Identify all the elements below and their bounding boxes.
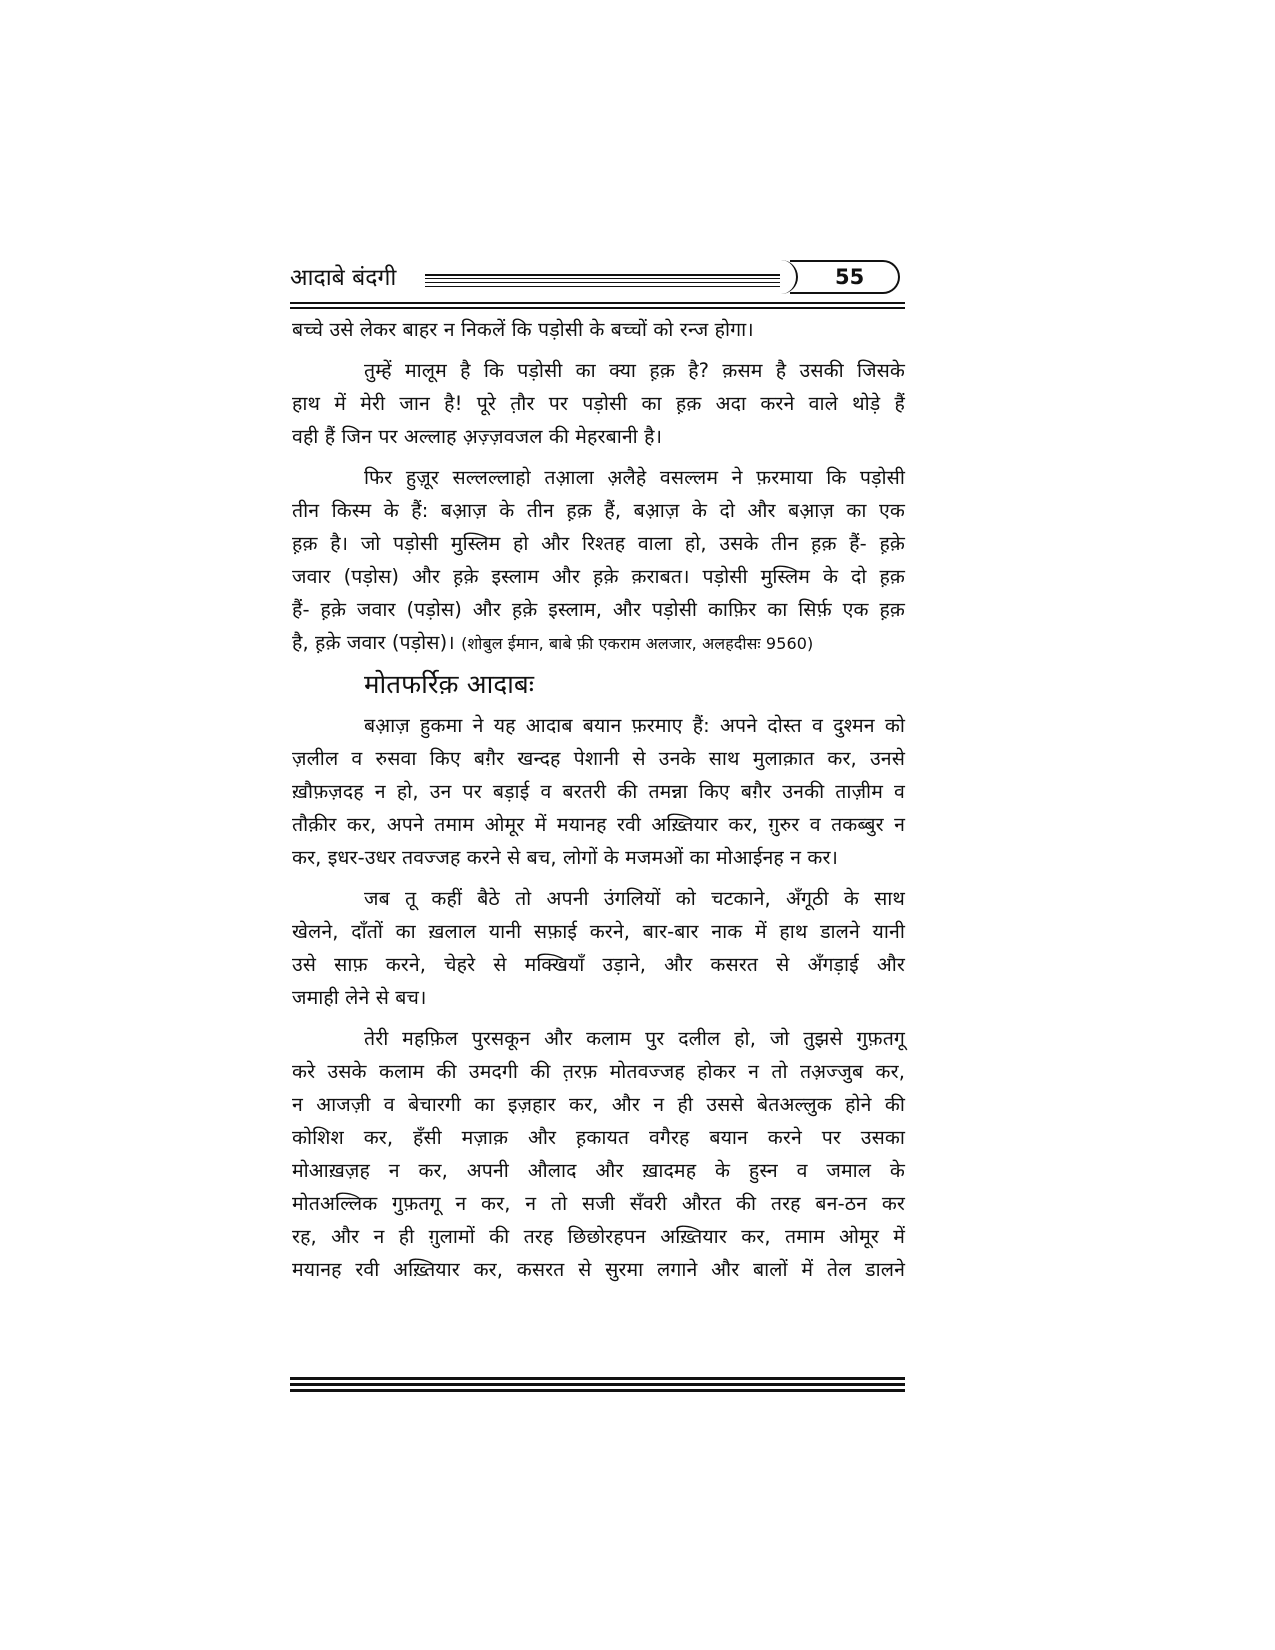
text-line: ह़क़ है। जो पड़ोसी मुस्लिम हो और रिश्तह वाला हो, उसके तीन ह़क़ हैं- ह़क़े [292,532,905,555]
paragraph [292,709,905,874]
text-line: बच्चे उसे लेकर बाहर न निकलें कि पड़ोसी के बच्चों को रन्ज होगा। [292,318,754,341]
text-line: तेरी महफ़िल पुरसकून और कलाम पुर दलील हो, जो तुझसे गुफ़तगू [364,1027,905,1050]
text-line-end: है, ह़क़े जवार (पड़ोस)। [292,631,455,654]
running-title: आदाबे बंदगी [290,265,397,291]
text-line: खेलने, दाँतों का ख़लाल यानी सफ़ाई करने, बार-बार नाक में हाथ डालने यानी [292,920,905,943]
citation: (शोबुल ईमान, बाबे फ़ी एकराम अलजार, अलहदीसः 9560) [461,634,814,653]
text-line: तुम्हें मालूम है कि पड़ोसी का क्या ह़क़ है? क़सम है उसकी जिसके [364,359,905,382]
text-line: उसे साफ़ करने, चेहरे से मक्खियाँ उड़ाने, और कसरत से अँगड़ाई और [292,953,905,976]
text-line: वही हैं जिन पर अल्लाह अ़ज़्ज़वजल की मेहरबानी है। [292,425,663,448]
text-line [292,626,905,659]
text-line: जब तू कहीं बैठे तो अपनी उंगलियों को चटकाने, अँगूठी के साथ [364,887,905,910]
paragraph [292,313,905,346]
paragraph [292,1022,905,1286]
text-line: हैं- ह़क़े जवार (पड़ोस) और ह़क़े इस्लाम, और पड़ोसी काफ़िर का सिर्फ़ एक ह़क़ [292,598,905,621]
page-number: 55 [835,265,865,289]
text-line: मोआख़ज़ह न कर, अपनी औलाद और ख़ादमह के हुस्न व जमाल के [292,1159,905,1182]
text-line: तौक़ीर कर, अपने तमाम ओमूर में मयानह रवी अख़्तियार कर, ग़ुरुर व तकब्बुर न [292,813,905,836]
text-line: तीन किस्म के हैं: बआ़ज़ के तीन ह़क़ हैं, बआ़ज़ के दो और बआ़ज़ का एक [292,499,905,522]
paragraph [292,882,905,1014]
text-line: मोतअल्लिक गुफ़तगू न कर, न तो सजी सँवरी औरत की तरह बन-ठन कर [292,1192,905,1215]
text-line: करे उसके कलाम की उमदगी की त़रफ़ मोतवज्जह होकर न तो तअ़ज्जुब कर, [292,1060,905,1083]
text-line: कोशिश कर, हँसी मज़ाक़ और ह़कायत वगैरह बयान करने पर उसका [292,1126,905,1149]
text-line: जमाही लेने से बच। [292,986,427,1009]
footer-rule [290,1377,905,1395]
text-line: हाथ में मेरी जान है! पूरे त़ौर पर पड़ोसी का ह़क़ अदा करने वाले थोड़े हैं [292,392,905,415]
paragraph [292,354,905,453]
text-line: न आजज़ी व बेचारगी का इज़हार कर, और न ही उससे बेतअल्लुक होने की [292,1093,905,1116]
paragraph [292,461,905,659]
text-line: रह, और न ही ग़ुलामों की तरह छिछोरहपन अख़्तियार कर, तमाम ओमूर में [292,1225,905,1248]
header-rule [290,302,905,312]
running-header [290,262,905,310]
text-line: बआ़ज़ हुकमा ने यह आदाब बयान फ़रमाए हैं: अपने दोस्त व दुश्मन को [364,714,905,737]
text-line: ख़ौफ़ज़दह न हो, उन पर बड़ाई व बरतरी की तमन्ना किए बग़ैर उनकी ताज़ीम व [292,780,905,803]
section-heading: मोतफर्रिक़ आदाबः [364,670,534,700]
header-decorative-lines [425,274,780,290]
body-text [292,313,905,1286]
text-line: जवार (पड़ोस) और ह़क़े इस्लाम और ह़क़े क़राबत। पड़ोसी मुस्लिम के दो ह़क़ [292,565,905,588]
text-line: ज़लील व रुसवा किए बग़ैर खन्दह पेशानी से उनके साथ मुलाक़ात कर, उनसे [292,747,905,770]
text-line: कर, इधर-उधर तवज्जह करने से बच, लोगों के मजमओं का मोआईनह न कर। [292,846,839,869]
text-line: फिर हुज़ूर सल्लल्लाहो तआ़ला अ़लैहे वसल्लम ने फ़रमाया कि पड़ोसी [364,466,905,489]
text-line: मयानह रवी अख़्तियार कर, कसरत से सुरमा लगाने और बालों में तेल डालने [292,1258,905,1281]
